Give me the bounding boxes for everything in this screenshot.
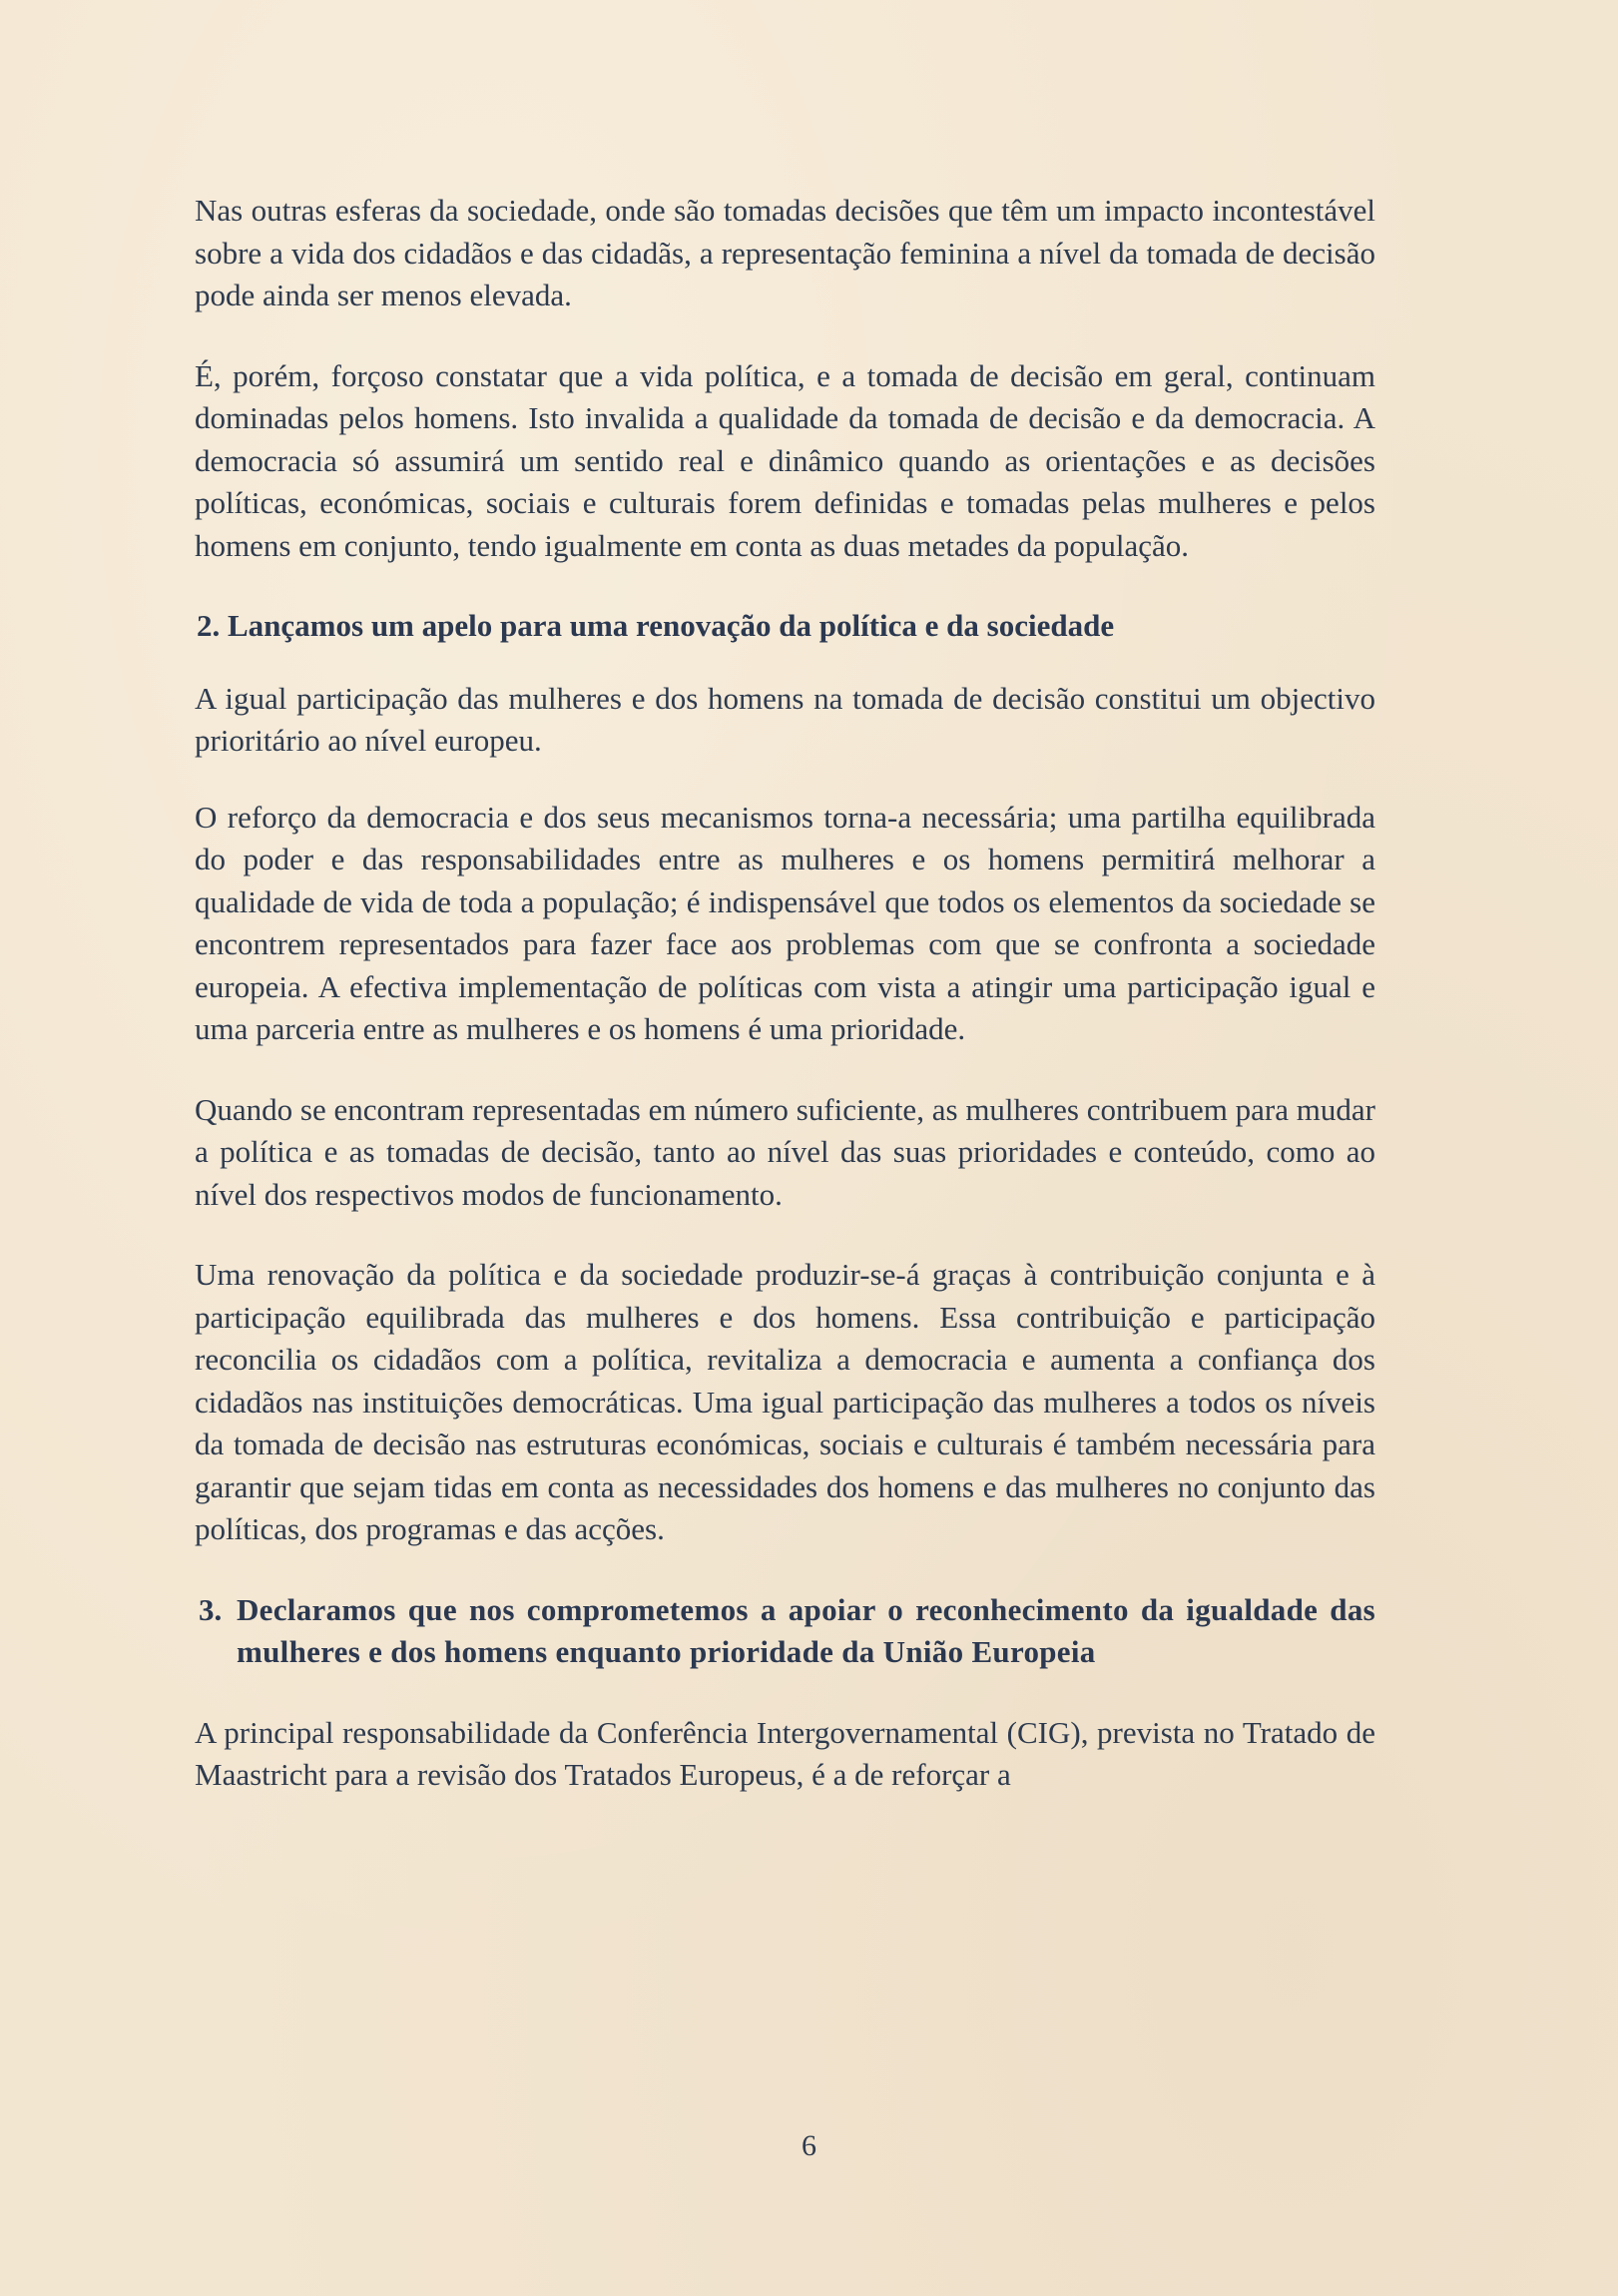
section-number-3: 3. <box>199 1591 223 1627</box>
section-title-2: Lançamos um apelo para uma renovação da política e da sociedade <box>228 608 1115 643</box>
section-title-3: Declaramos que nos comprometemos a apoiar o reconhecimento da igualdade das mulheres e dos homens enquanto prioridade da União Europeia <box>237 1591 1375 1669</box>
paragraph-democracy-reinforcement: O reforço da democracia e dos seus mecanismos torna-a necessária; uma partilha equilibrada do poder e das responsabilidades entre as mulheres e os homens permitirá melhorar a qualidade de vida de toda a população; é indispensável que todos os elementos da sociedade se encontrem representados para fazer face aos problemas com que se confronta a sociedade europeia. A efectiva implementação de políticas com vista a atingir uma participação igual e uma parceria entre as mulheres e os homens é uma prioridade. <box>195 799 1375 1046</box>
paragraph-political-life: É, porém, forçoso constatar que a vida política, e a tomada de decisão em geral, continuam dominadas pelos homens. Isto invalida a qualidade da tomada de decisão e da democracia. A democracia só assumirá um sentido real e dinâmico quando as orientações e as decisões políticas, económicas, sociais e culturais forem definidas e tomadas pelas mulheres e pelos homens em conjunto, tendo igualmente em conta as duas metades da população. <box>195 357 1375 563</box>
paragraph-cig-responsibility: A principal responsabilidade da Conferência Intergovernamental (CIG), prevista no Tratado de Maastricht para a revisão dos Tratados Europeus, é a de reforçar a <box>195 1714 1375 1792</box>
paragraph-women-contribution: Quando se encontram representadas em número suficiente, as mulheres contribuem para mudar a política e as tomadas de decisão, tanto ao nível das suas prioridades e conteúdo, como ao nível dos respectivos modos de funcionamento. <box>195 1091 1375 1212</box>
paragraph-other-spheres: Nas outras esferas da sociedade, onde são tomadas decisões que têm um impacto incontestável sobre a vida dos cidadãos e das cidadãs, a representação feminina a nível da tomada de decisão pode ainda ser menos elevada. <box>195 193 1375 312</box>
paragraph-renewal: Uma renovação da política e da sociedade produzir-se-á graças à contribuição conjunta e à participação equilibrada das mulheres e dos homens. Essa contribuição e participação reconcilia os cidadãos com a política, revitaliza a democracia e aumenta a confiança dos cidadãos nas instituições democráticas. Uma igual participação das mulheres a todos os níveis da tomada de decisão nas estruturas económicas, sociais e culturais é também necessária para garantir que sejam tidas em conta as necessidades dos homens e das mulheres no conjunto das políticas, dos programas e das acções. <box>195 1257 1375 1546</box>
section-number-2: 2. <box>197 608 221 643</box>
section-heading-2 <box>197 605 1377 648</box>
paragraph-equal-participation: A igual participação das mulheres e dos homens na tomada de decisão constitui um objectivo prioritário ao nível europeu. <box>195 680 1375 758</box>
page-number: 6 <box>802 2129 816 2162</box>
section-heading-3 <box>199 1589 1375 1674</box>
document-body <box>195 190 1375 1835</box>
